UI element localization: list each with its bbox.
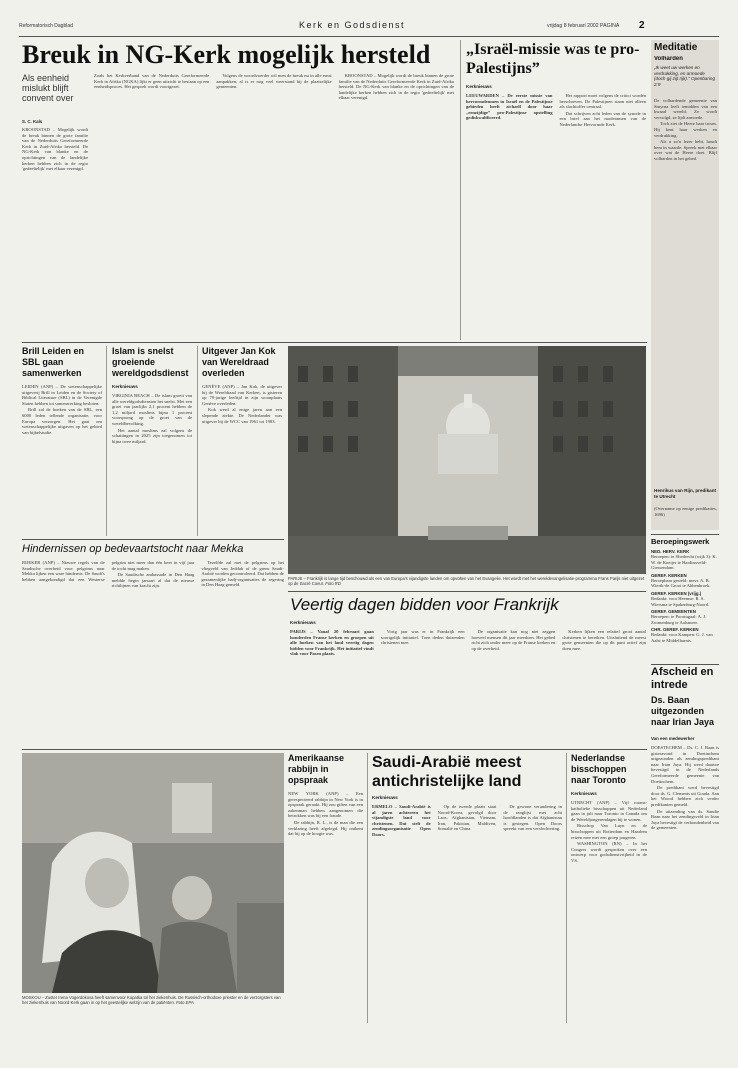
rabbijn-headline: Amerikaanse rabbijn in opspraak [288,753,345,785]
israel-kicker: Kerknieuws [466,84,492,89]
moscow-caption: MOSKOU – Zuster Irena Vogerdokova heeft samenvoor Kopatka tol het ziekenhuis. De Russisch-orthodoxe priester en de verzorgsters van het ziekenhuis van Noord-Kerk gaan in op het geestelijke welzijn van de patiënten. Foto EPA [22,995,281,1006]
hindernissen-body: RIJEKER (ANP) – Nieuwe regels van de Saudische overheid voor pelgrims naar Mekka lijken een ware hindernis. De Saudi's hebben aangekondigd dat een Westerse pelgrim niet meer dan één keer in vijf jaar de tocht mag maken. De Saudische ambassade in Den Haag meldde begin januari al dat de nieuwe richtlijnen van kracht zijn. Tezelfde zal met de pelgrims op het vliegveld van Jeddah of de grens Saudi-Arabië worden gecontroleerd. Dat hebben de gezamenlijke hadj-organisaties de regering in Den Haag gemeld. [22,560,284,589]
kok-headline: Uitgever Jan Kok van Wereldraad overleden [202,346,276,378]
saudi-kicker: Kerknieuws [372,795,398,800]
saudi-headline: Saudi-Arabië meest antichristelijke land [372,754,522,790]
lead-byline: S. C. Kals [22,119,43,124]
lead-body: Zoals het Kerkverband van de Nederduits Gereformeerde Kerk in Afrika (NGKA) lijkt er geen uitzicht te bestaan op een eenheidsproces. Het gesprek wordt voortgezet. Volgens de woordvoerder wil men de breuk nu in alle ernst aanpakken, al is er nog veel weerstand bij de plaatselijke gemeenten. KROONSTAD – Mogelijk wordt de breuk binnen de grote familie van de Nederduits Gereformeerde Kerk in Zuid-Afrika hersteld. De NG-Kerk van blanke en de oprichtingen van de landelijke kerken hebben zich in de regio 'gedeeltelijk' met elkaar verenigd. [94,73,454,101]
islam-body: VIRGINIA BEACH – De islam groeit van alle wereldgodsdiensten het snelst. Met een groei van jaarlijks 2,1 procent hebben de 1,2 miljard moslims bijna 1 procent voorsprong op de groei van de wereldbevolking. Het aantal moslims zal volgens de schattingen in 2025 zijn toegenomen tot bijna twee miljard. [112,393,192,444]
brill-body: LEIDEN (ANP) – De wetenschappelijke uitgeverij Brill in Leiden en de Society of Biblical Literature (SBL) in de Verenigde Staten hebben tot samenwerking besloten. Brill zal de boeken van de SBL, een 6000 leden tellende organisatie, voor Europa verzorgen. Het gaat om wetenschappelijke uitgaven op het gebied van bijbelstudie. [22,384,102,435]
masthead [19,20,719,34]
moscow-credit: Foto EPA [176,1000,194,1006]
paris-credit: Foto RD [325,581,341,587]
meditatie-body: De volhardende gemeente van Smyrna leeft temidden van een kwaad wereld. Ze wordt vervolgd, ze lijdt armoede. Toch ziet de Heere haar trouw. Hij kent haar werken en verdrukking. Als u zo'n lezer hebt, houdt hem in waarde. Spreek met elkaar over wat de Heere doet. Blijf volharden in het gebed. [654,98,717,161]
section-title: Kerk en Godsdienst [299,20,406,30]
beroeping-title: Beroepingswerk [651,537,710,546]
lead-body-col1: KROONSTAD – Mogelijk wordt de breuk binnen de grote familie van de Nederduits Gereformeerde Kerk in Zuid-Afrika hersteld. De NG-Kerk van blanke en de oprichtingen van de landelijke kerken hebben zich in de regio 'gedeeltelijk' met elkaar verenigd. [22,127,88,172]
masthead-rule [19,36,719,37]
beroeping-entry: NED. HERV. KERK Beroepen: te Sliedrecht (wijk 3): K. W. de Koeijer te Hardinxveld-Giessendam. [651,549,717,571]
meditatie-subtitle: Volharden [654,56,683,62]
afscheid-subhead: Ds. Baan uitgezonden naar Irian Jaya [651,695,715,727]
meditatie-note: (Overname op eenige predikaties, 1696) [654,506,717,517]
bisschoppen-kicker: Kerknieuws [571,791,597,796]
beroeping-entry: GEREF. GEMEENTEN Beroepen: te Poortugaal: A. J. Zwanenburg te Aalsmeer. [651,609,707,625]
bisschoppen-body: UTRECHT (ANP) – Vijf rooms-katholieke bisschoppen uit Nederland gaan in juli naar Toronto in Canada om de Wereldjongerendagen bij te wonen. Bisschop Van Luyn en de bisschoppen uit Rotterdam en Haarlem reizen mee met een groep jongeren. WASHINGTON (RN) – In het Congres wordt gesproken over een ontwerp voor godsdienstvrijheid in de VS. [571,800,647,863]
date-line: vrijdag 8 februari 2002 PAGINA [547,23,620,29]
afscheid-byline: Van een medewerker [651,736,695,741]
israel-headline: „Israël-missie was te pro-Palestijns” [466,41,640,77]
meditatie-quote: „Ik weet uw werken en verdrukking, en armoede (doch gij zijt rijk).” Openbaring 2:9 [654,65,716,87]
beroeping-entry: GEREF. KERKEN Beroepbaar gesteld: mevr. A. B. Wierik-de Groot te Abbenbroek. [651,572,711,589]
israel-body: LEEUWARDEN – De eerste missie van hervormdenmen in Israël en de Palestijnse gebieden heeft zichzelf door haar „eenzijdige” pro-Palestijnse opstelling gediskwalificeerd. Het rapport moet volgens de critici worden herschreven. De Palestijnen staan niet alleen als slachtoffer centraal. Dat schrijven acht leden van de synode in een brief aan het moderamen van de Nederlandse Hervormde Kerk. [466,93,646,127]
brill-headline: Brill Leiden en SBL gaan samenwerken [22,346,85,378]
lead-headline: Breuk in NG-Kerk mogelijk hersteld [22,40,431,69]
islam-headline: Islam is snelst groeiende wereldgodsdienst [112,346,189,378]
page-number: 2 [639,20,645,31]
meditatie-signature: Henrikus van Rijn, predikant te Utrecht [654,488,717,499]
paper-name: Reformatorisch Dagblad [19,23,73,29]
kok-body: GENÈVE (ANP) – Jan Kok, de uitgever bij de Wereldraad van Kerken, is gisteren op 79-jarige leeftijd in zijn woonplaats Genève overleden. Kok werd al enige jaren aan een slepende ziekte. De Nederlander was uitgever bij de WCC van 1961 tot 1983. [202,384,282,424]
veertig-kicker: Kerknieuws [290,620,316,625]
afscheid-headline: Afscheid en intrede [651,666,714,691]
meditatie-title: Meditatie [654,42,698,53]
bisschoppen-headline: Nederlandse bisschoppen naar Toronto [571,753,627,785]
saudi-body: ERMELO – Saudi-Arabië is al jaren achtereen het vijandigste land voor christenen. Dat stelt de zendingsorganisatie Open Doors. Op de tweede plaats staat Noord-Korea, gevolgd door Laos, Afghanistan, Vietnam, Iran, Pakistan, Maldiven, Somalië en China. De gewone verandering in de ranglijst met acht hoofdlanden is dat Afghanistan is gestegen. Open Doors spreekt van een verslechtering. [372,804,562,837]
beroeping-entry: GEREF. KERKEN (vrijg.) Bedankt: voor Heemse: R. S. Wiersma te Spakenburg-Noord. [651,590,710,607]
beroeping-list [651,549,719,661]
afscheid-body: DOESTECHEM – Ds. C. J. Baan is gisteravond in Doetinchem uitgezonden als zendingspredikant naar Irian Jaya. Hij werd daartoe bevestigd in de Nederlands Gereformeerde gemeente van Doetinchem. De predikant werd bevestigd door ds. G. Clements uit Gouda. Aan het Woord hebben zich verder predikanten gemeld. De uitzending van ds. Sandie Baan naar het zendingsveld in Irian Jaya bevestigt de verbondenheid van de gemeenten. [651,745,719,831]
rabbijn-body: NEW YORK (ANP) – Een gerespecteerd rabbijn in New York is in opspraak geraakt. Hij zou giften van een zakenman hebben aangenomen die betrokken was bij een fraude. De rabbijn, R. L., is de man die een verklaring heeft afgelegd. Hij ontkent dat hij op de hoogte was. [288,791,363,837]
moscow-nurse-child-illustration [22,753,284,993]
paris-street-illustration [288,346,646,574]
veertig-body: PARIJS – Vanaf 20 februari gaan honderden Franse kerken en groepen uit alle hoeken van het land veertig dagen bidden voor Frankrijk. Het initiatief vindt vlak voor Pasen plaats. Vorig jaar was er in Frankrijk een soortgelijk initiatief. Toen deden duizenden christenen mee. De organisatie kan nog niet zeggen hoeveel mensen dit jaar meedoen. Het gebed richt zich onder meer op de Franse kerken en op de overheid. Kerken lijken een relatief groot aantal christenen te bereiken. Uitsluitend de meest grote gemeenten die op dit punt actief zijn doen mee. [290,629,646,657]
moscow-hospital-photo [22,753,284,993]
lead-subhead: Als eenheid mislukt blijft convent over [22,73,74,103]
paris-caption: PARIJS – Frankrijk is lange tijd beschouwd als een van Europa's vijandigste landen om opvolten van het Evangelie. Het wordt met het wereldevangelisatie-programma Frans Parijs niet uitgezet op de Sacré Coeur. Foto RD [288,576,645,587]
beroeping-entry: CHR. GEREF. KERKEN Bedankt: voor Kampen: G. J. van Aalst te Middelharnis. [651,627,713,643]
islam-kicker: Kerknieuws [112,384,138,389]
paris-street-photo [288,346,646,574]
veertig-headline: Veertig dagen bidden voor Frankrijk [290,595,559,614]
hindernissen-headline: Hindernissen op bedevaartstocht naar Mekka [22,543,244,555]
